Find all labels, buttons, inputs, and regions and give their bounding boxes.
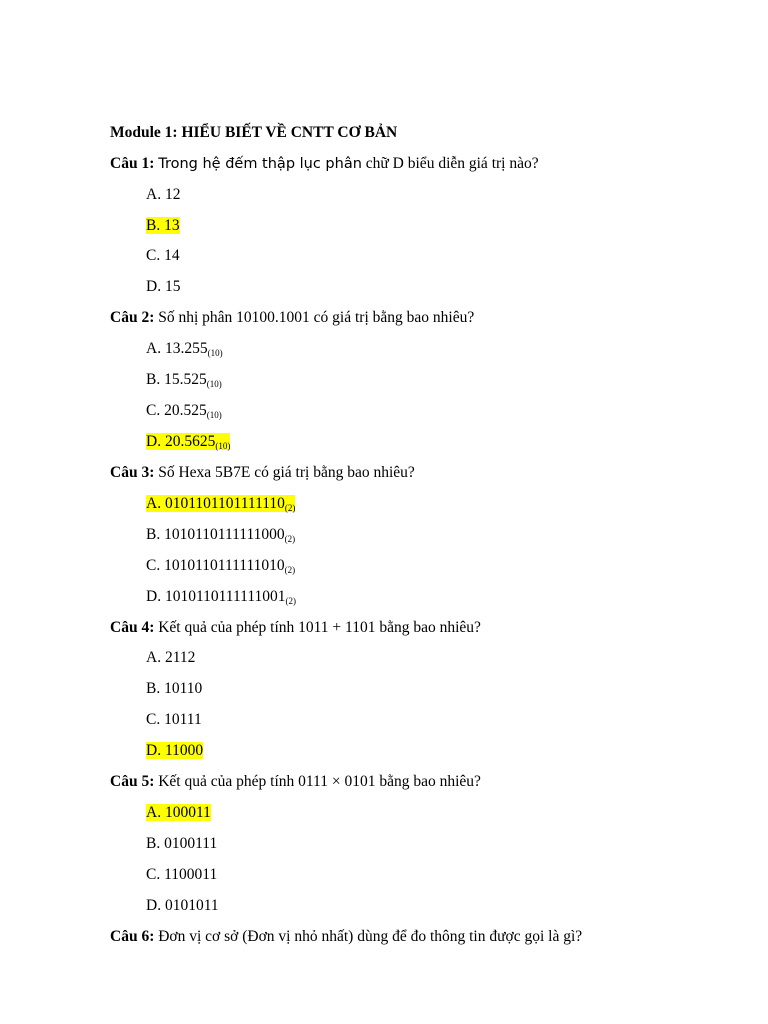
q4-option-b: B. 10110 xyxy=(146,680,203,697)
q3-option-a xyxy=(146,494,295,514)
q5-option-c: C. 1100011 xyxy=(146,866,218,883)
q5-option-a xyxy=(146,803,211,823)
q5-option-b: B. 0100111 xyxy=(146,835,218,852)
question-1: Câu 1: Trong hệ đếm thập lục phân chữ D biểu diễn giá trị nào? xyxy=(110,155,539,172)
q3-option-c: C. $1010110111111010_{(2)}$ xyxy=(146,557,296,575)
q1-option-c: C. 14 xyxy=(146,247,180,264)
q4-option-a: A. 2112 xyxy=(146,649,196,666)
answer-highlight: D. $20.5625_{(10)}$ xyxy=(146,433,231,451)
q1-option-b xyxy=(146,216,180,236)
q4-option-d xyxy=(146,741,203,761)
q2-option-c: C. $20.525_{(10)}$ xyxy=(146,402,222,420)
answer-highlight: A. 100011 xyxy=(146,804,211,821)
question-6: Câu 6: Đơn vị cơ sở (Đơn vị nhỏ nhất) dùng để đo thông tin được gọi là gì? xyxy=(110,928,583,945)
answer-highlight: D. 11000 xyxy=(146,742,204,759)
question-2: Câu 2: Số nhị phân 10100.1001 có giá trị bằng bao nhiêu? xyxy=(110,309,475,326)
question-4: Câu 4: Kết quả của phép tính 1011 + 1101 bằng bao nhiêu? xyxy=(110,619,481,636)
question-3: Câu 3: Số Hexa 5B7E có giá trị bằng bao nhiêu? xyxy=(110,464,415,481)
q4-option-c: C. 10111 xyxy=(146,711,202,728)
q2-option-b: B. $15.525_{(10)}$ xyxy=(146,371,222,389)
q1-option-a: A. 12 xyxy=(146,186,181,203)
module-title: Module 1: HIỂU BIẾT VỀ CNTT CƠ BẢN xyxy=(110,124,398,141)
q3-option-b: B. $1010110111111000_{(2)}$ xyxy=(146,526,296,544)
q3-option-d: D. $1010110111111001_{(2)}$ xyxy=(146,588,296,606)
q2-option-a: A. $13.255_{(10)}$ xyxy=(146,340,223,358)
question-5: Câu 5: Kết quả của phép tính 0111 × 0101 bằng bao nhiêu? xyxy=(110,773,481,790)
q5-option-d: D. 0101011 xyxy=(146,897,219,914)
answer-highlight: A. $0101101101111110_{(2)}$ xyxy=(146,495,296,513)
answer-highlight: B. 13 xyxy=(146,217,180,234)
q2-option-d xyxy=(146,432,230,452)
q1-option-d: D. 15 xyxy=(146,278,181,295)
